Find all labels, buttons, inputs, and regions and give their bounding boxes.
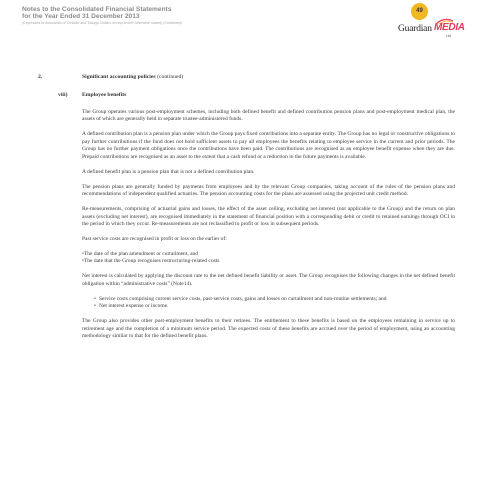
list-item	[94, 303, 455, 310]
paragraph: The Group also provides other post-employment benefits to their retirees. The entitlement to these benefits is based on the employees remaining in service up to retirement age and the completion of a minimum service period. The expected costs of these benefits are accrued over the period of employment, using an accounting methodology similar to that for the defined benefit plans.	[82, 318, 455, 340]
past-service-cost-list	[82, 251, 455, 266]
logo-text-media: MEDIA	[434, 22, 465, 33]
list-item: •The date of the plan amendment or curtailment, and	[82, 250, 199, 257]
paragraph: The pension plans are generally funded by payments from employees and by the relevant Group companies, taking account of the rules of the pension plans and recommendations of independent qualified actuaries. The pension accounting costs for the plans are assessed using the projected unit credit method.	[82, 183, 455, 198]
header-title-line1: Notes to the Consolidated Financial Statements	[22, 6, 172, 13]
header-title-line2: for the Year Ended 31 December 2013	[22, 13, 140, 21]
logo-text-ltd: Ltd	[446, 34, 451, 38]
paragraph: Past service costs are recognised in profit or loss on the earlier of:	[82, 235, 227, 242]
subsection-title: Employee benefits	[82, 92, 127, 98]
guardian-media-logo	[398, 18, 465, 44]
paragraph: Net interest is calculated by applying the discount rate to the net defined benefit liability or asset. The Group recognises the following changes in the net defined benefit obligation within “administrative costs” (Note14).	[82, 273, 455, 287]
benefit-obligation-changes-list	[94, 296, 455, 311]
section-title-text: Significant accounting policies	[82, 74, 156, 80]
paragraph: A defined benefit plan is a pension plan that is not a defined contribution plan.	[82, 168, 255, 175]
list-item	[94, 296, 455, 303]
list-item-text: Net interest expense or income.	[99, 303, 169, 310]
header-subtitle: (Expressed in thousands of Trinidad and Tobago Dollars except where otherwise stated) (Continued)	[22, 20, 182, 25]
paragraph: Re-measurements, comprising of actuarial gains and losses, the effect of the asset ceiling, excluding net interest (not applicable to the Group) and the return on plan assets (excluding net interest), are recognised immediately in the statement of financial position with a corresponding debit or credit to retained earnings through OCI in the period in which they occur. Re-measurements are not reclassified to profit or loss in subsequent periods.	[82, 206, 455, 227]
paragraph: The Group operates various post-employment schemes, including both defined benefit and defined contribution pension plans and post-employment medical plan, the assets of which are generally held in separate trustee-administered funds.	[82, 109, 455, 123]
bullet-icon: •	[94, 295, 96, 302]
document-body	[82, 109, 455, 348]
page-header	[22, 6, 182, 26]
section-number: 2.	[38, 74, 43, 80]
section-title-suffix: (continued)	[155, 74, 184, 80]
paragraph: A defined contribution plan is a pension plan under which the Group pays fixed contributions into a separate entity. The Group has no legal or constructive obligations to pay further contributions if the fund does not hold sufficient assets to pay all employees the benefits relating to employee service in the current and prior periods. The Group has no further payment obligations once the contributions have been paid. The contributions are recognised as an employee benefit expense when they are due. Prepaid contributions are recognised as an asset to the extent that a cash refund or a reduction in the future payments is available.	[82, 131, 455, 160]
list-item-text: Service costs comprising current service costs, past-service costs, gains and losses on curtailment and non-routine settlements; and	[99, 295, 387, 302]
logo-text-guardian: Guardian	[398, 24, 432, 34]
page-number-badge: 49	[411, 3, 428, 20]
bullet-icon: •	[94, 303, 96, 310]
list-item: •The date that the Group recognises restructuring-related costs	[82, 258, 220, 265]
subsection-number: viii)	[58, 92, 68, 98]
section-title	[82, 74, 183, 81]
